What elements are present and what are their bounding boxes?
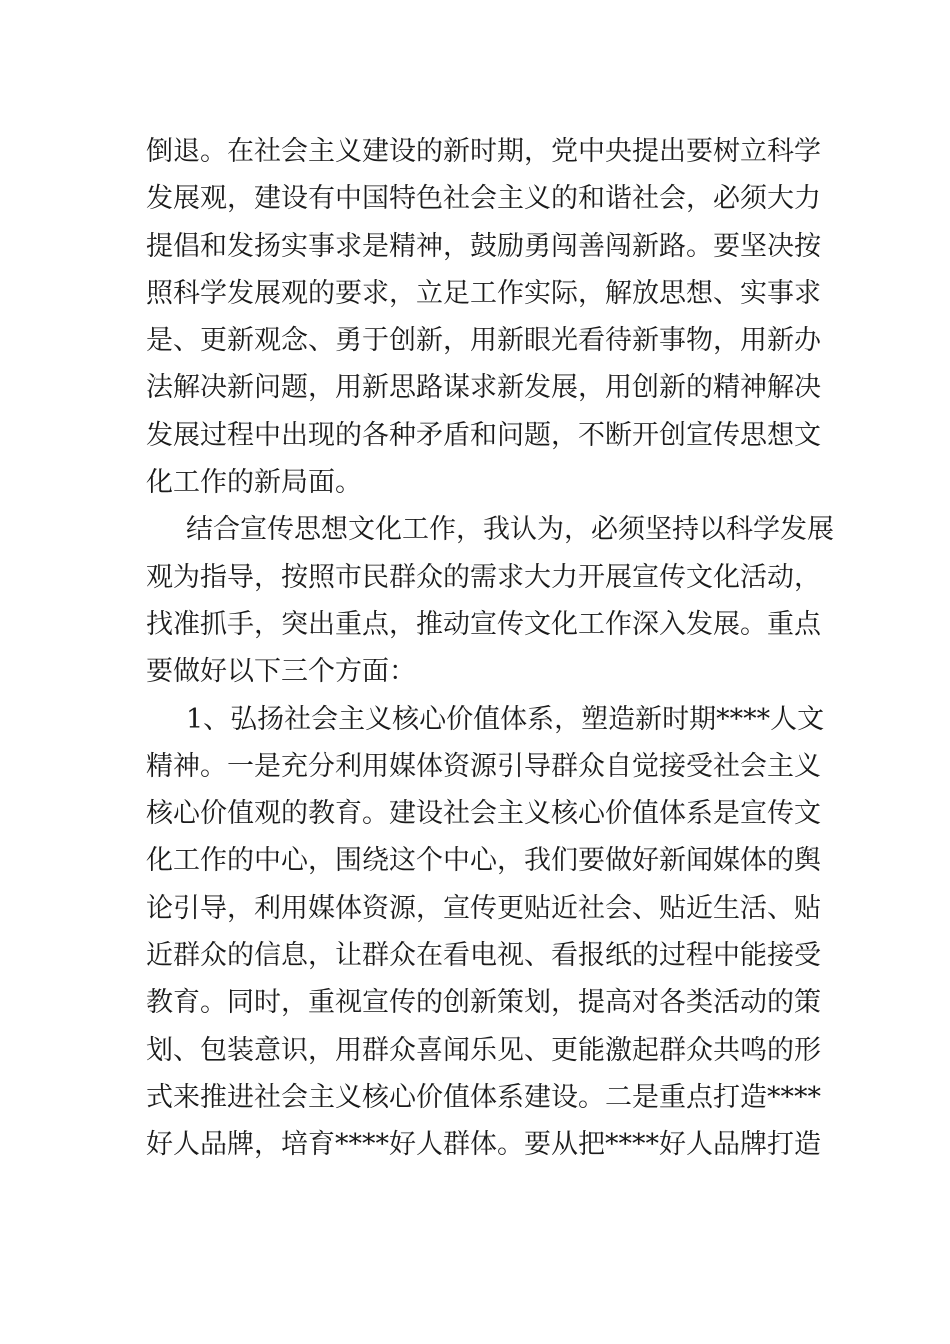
text-line: 法解决新问题，用新思路谋求新发展，用创新的精神解决 (146, 372, 821, 404)
text-line: 倒退。在社会主义建设的新时期，党中央提出要树立科学 (146, 136, 821, 167)
text-line: 观为指导，按照市民群众的需求大力开展宣传文化活动， (146, 561, 821, 593)
text-line: 是、更新观念、勇于创新，用新眼光看待新事物，用新办 (146, 325, 821, 357)
text-line: 精神。一是充分利用媒体资源引导群众自觉接受社会主义 (146, 750, 821, 782)
text-line: 找准抓手，突出重点，推动宣传文化工作深入发展。重点 (146, 608, 821, 640)
text-line: 发展过程中出现的各种矛盾和问题，不断开创宣传思想文 (146, 419, 821, 451)
text-line: 近群众的信息，让群众在看电视、看报纸的过程中能接受 (146, 940, 821, 972)
text-line: 化工作的新局面。 (146, 467, 362, 499)
text-line: 式来推进社会主义核心价值体系建设。二是重点打造**** (146, 1081, 821, 1113)
text-line: 划、包装意识，用群众喜闻乐见、更能激起群众共鸣的形 (146, 1034, 821, 1066)
paragraph-start-line: 结合宣传思想文化工作，我认为，必须坚持以科学发展 (186, 514, 834, 546)
text-line: 发展观，建设有中国特色社会主义的和谐社会，必须大力 (146, 183, 821, 215)
text-line: 论引导，利用媒体资源，宣传更贴近社会、贴近生活、贴 (146, 892, 821, 924)
text-line: 照科学发展观的要求，立足工作实际，解放思想、实事求 (146, 277, 821, 309)
text-line: 核心价值观的教育。建设社会主义核心价值体系是宣传文 (146, 798, 821, 830)
text-line: 化工作的中心，围绕这个中心，我们要做好新闻媒体的舆 (146, 845, 821, 877)
text-line: 要做好以下三个方面： (146, 656, 416, 688)
text-line: 提倡和发扬实事求是精神，鼓励勇闯善闯新路。要坚决按 (146, 230, 821, 262)
text-line: 教育。同时，重视宣传的创新策划，提高对各类活动的策 (146, 987, 821, 1019)
text-line: 好人品牌，培育****好人群体。要从把****好人品牌打造 (146, 1129, 821, 1161)
section-heading-line: 1、弘扬社会主义核心价值体系，塑造新时期****人文 (186, 703, 825, 735)
body-text (146, 128, 834, 1169)
